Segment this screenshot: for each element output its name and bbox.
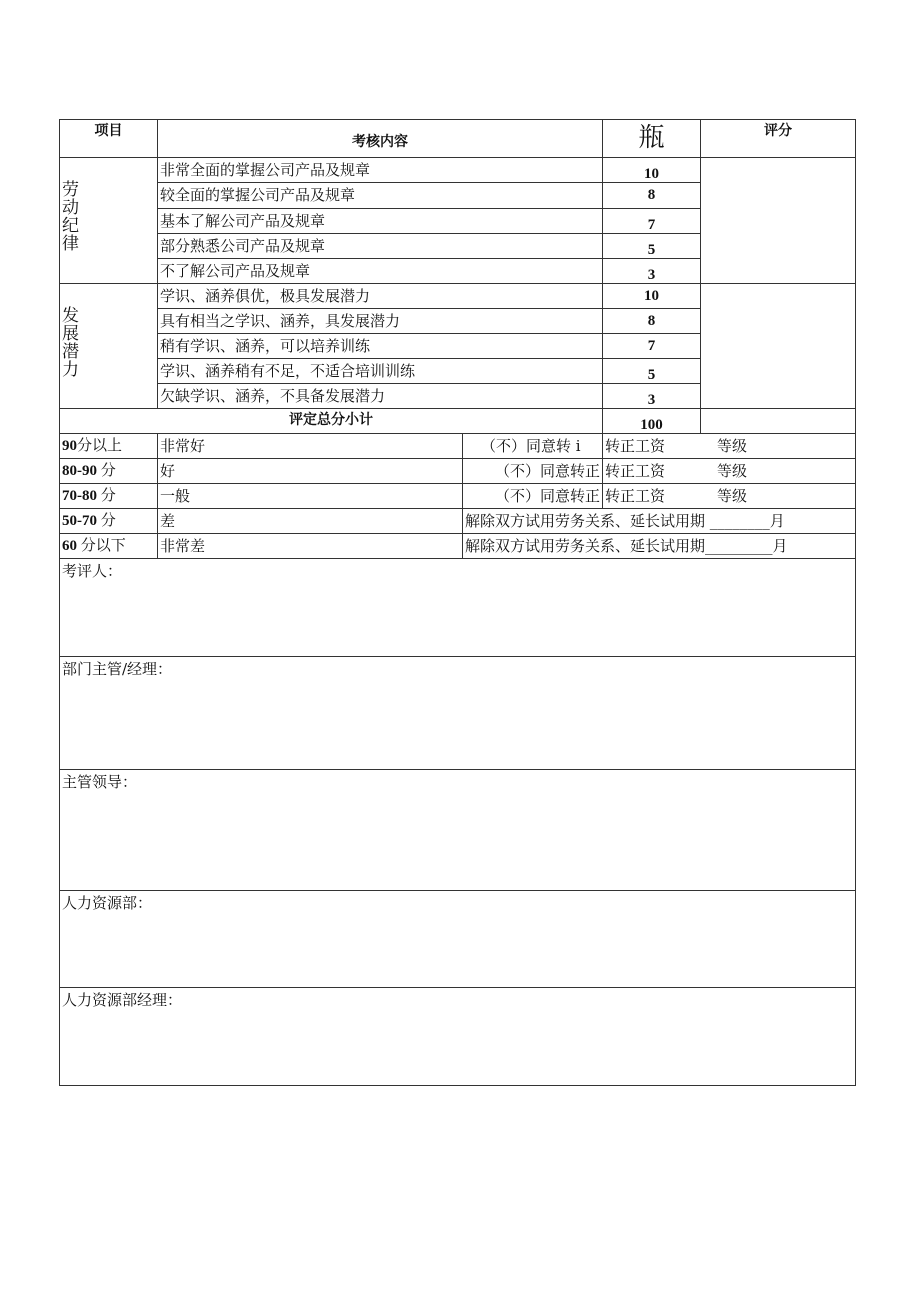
criterion-points: 3 <box>603 259 701 284</box>
section-labor-discipline: 劳 动 纪 律 <box>60 158 158 284</box>
table-row <box>60 158 856 183</box>
header-item: 项目 <box>60 120 158 158</box>
grade-range: 60 分以下 <box>60 534 158 559</box>
table-row <box>60 284 856 309</box>
grade-row <box>60 509 856 534</box>
criterion-text: 稍有学识、涵养，可以培养训练 <box>158 334 603 359</box>
criterion-points: 5 <box>603 359 701 384</box>
grade-salary: 转正工资 等级 <box>603 434 856 459</box>
criterion-text: 非常全面的掌握公司产品及规章 <box>158 158 603 183</box>
total-score-cell[interactable] <box>701 409 856 434</box>
signature-evaluator[interactable]: 考评人： <box>60 559 856 657</box>
header-content: 考核内容 <box>158 120 603 158</box>
criterion-text: 欠缺学识、涵养，不具备发展潜力 <box>158 384 603 409</box>
grade-action[interactable]: 解除双方试用劳务关系、延长试用期_________月 <box>463 534 856 559</box>
grade-range: 80-90 分 <box>60 459 158 484</box>
criterion-points: 7 <box>603 334 701 359</box>
total-row <box>60 409 856 434</box>
evaluation-form <box>59 119 855 1086</box>
criterion-text: 基本了解公司产品及规章 <box>158 209 603 234</box>
criterion-points: 5 <box>603 234 701 259</box>
criterion-points: 10 <box>603 284 701 309</box>
signature-hr[interactable]: 人力资源部： <box>60 891 856 988</box>
grade-rating: 好 <box>158 459 463 484</box>
grade-rating: 差 <box>158 509 463 534</box>
grade-salary: 转正工资 等级 <box>603 459 856 484</box>
criterion-points: 8 <box>603 309 701 334</box>
signature-row <box>60 891 856 988</box>
grade-row <box>60 459 856 484</box>
criterion-points: 3 <box>603 384 701 409</box>
signature-row <box>60 770 856 891</box>
signature-dept-manager[interactable]: 部门主管/经理： <box>60 657 856 770</box>
grade-rating: 一般 <box>158 484 463 509</box>
grade-row <box>60 534 856 559</box>
grade-decision[interactable]: （不）同意转正 <box>463 459 603 484</box>
grade-range: 70-80 分 <box>60 484 158 509</box>
grade-rating: 非常好 <box>158 434 463 459</box>
header-points: 瓶 <box>603 120 701 158</box>
score-cell-labor-discipline[interactable] <box>701 158 856 284</box>
criterion-text: 部分熟悉公司产品及规章 <box>158 234 603 259</box>
signature-hr-manager[interactable]: 人力资源部经理： <box>60 988 856 1086</box>
grade-action[interactable]: 解除双方试用劳务关系、延长试用期 ________月 <box>463 509 856 534</box>
grade-range: 50-70 分 <box>60 509 158 534</box>
grade-rating: 非常差 <box>158 534 463 559</box>
criterion-text: 不了解公司产品及规章 <box>158 259 603 284</box>
criterion-points: 10 <box>603 158 701 183</box>
grade-salary: 转正工资 等级 <box>603 484 856 509</box>
total-label: 评定总分小计 <box>60 409 603 434</box>
signature-row <box>60 988 856 1086</box>
header-score: 评分 <box>701 120 856 158</box>
grade-row <box>60 484 856 509</box>
signature-supervisor[interactable]: 主管领导： <box>60 770 856 891</box>
criterion-text: 学识、涵养稍有不足，不适合培训训练 <box>158 359 603 384</box>
section-development-potential: 发 展 潜 力 <box>60 284 158 409</box>
grade-row <box>60 434 856 459</box>
criterion-points: 7 <box>603 209 701 234</box>
header-row <box>60 120 856 158</box>
grade-decision[interactable]: （不）同意转正 <box>463 484 603 509</box>
criterion-text: 较全面的掌握公司产品及规章 <box>158 183 603 209</box>
total-points: 100 <box>603 409 701 434</box>
score-cell-development-potential[interactable] <box>701 284 856 409</box>
grade-range: 90分以上 <box>60 434 158 459</box>
signature-row <box>60 657 856 770</box>
criterion-text: 具有相当之学识、涵养，具发展潜力 <box>158 309 603 334</box>
grade-decision[interactable]: （不）同意转 i <box>463 434 603 459</box>
signature-row <box>60 559 856 657</box>
criterion-text: 学识、涵养俱优，极具发展潜力 <box>158 284 603 309</box>
evaluation-table <box>59 119 856 1086</box>
criterion-points: 8 <box>603 183 701 209</box>
